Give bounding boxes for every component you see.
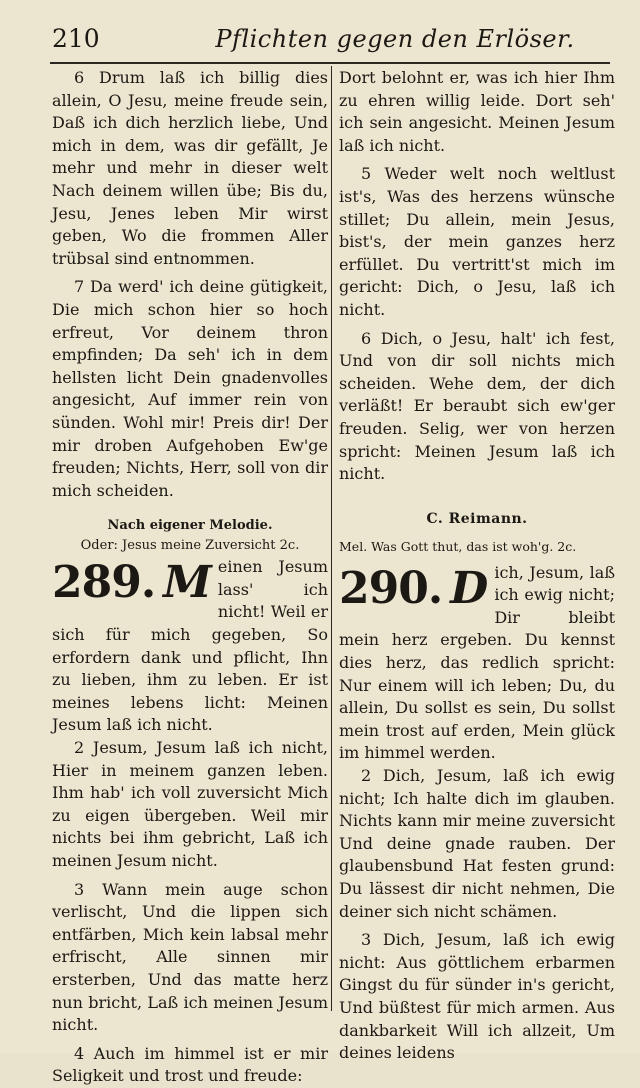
drop-cap: D (450, 562, 489, 614)
melody-note: Mel. Was Gott thut, das ist woh'g. 2c. (339, 538, 577, 554)
alternate-melody-note: Oder: Jesus meine Zuversicht 2c. (80, 538, 300, 554)
running-title: Pflichten gegen den Erlöser. (215, 25, 575, 53)
right-column (339, 67, 615, 1065)
melody-note: Nach eigener Melodie. (107, 518, 273, 534)
header-rule (50, 62, 610, 64)
verse-paragraph: 3 Dich, Jesum, laß ich ewig nicht: Aus göttlichem erbarmen Gingst du für sünder in's gericht, Und büßtest für mich armen. Aus dankbarkeit Will ich allzeit, Um deines leidens (339, 930, 615, 1063)
left-column (52, 67, 328, 1088)
column-divider (331, 66, 332, 1011)
verse-paragraph: Dort belohnt er, was ich hier Ihm zu ehren willig leide. Dort seh' ich sein angesicht. Meinen Jesum laß ich nicht. (339, 68, 615, 155)
hymn-290 (339, 562, 615, 765)
verse-paragraph: 2 Jesum, Jesum laß ich nicht, Hier in meinem ganzen leben. Ihm hab' ich voll zuversicht Mich zu eigen übergeben. Weil mir nichts bei ihm gebricht, Laß ich meinen Jesum nicht. (52, 738, 328, 870)
drop-cap: M (163, 557, 212, 609)
page-number: 210 (52, 24, 100, 53)
verse-paragraph: ich, Jesum, laß ich ewig nicht; Dir bleibt mein herz ergeben. Du kennst dies herz, das redlich spricht: Nur einem will ich leben; Du, du allein, Du sollst es sein, Du sollst mein trost auf erden, Mein glück im himmel werden. (339, 562, 615, 763)
verse-paragraph: 5 Weder welt noch weltlust ist's, Was des herzens wünsche stillet; Du allein, mein Jesus, bist's, der mein ganzes herz erfüllet. Du vertritt'st mich im gericht: Dich, o Jesu, laß ich nicht. (339, 164, 615, 319)
page-header (0, 0, 640, 62)
verse-paragraph: 6 Drum laß ich billig dies allein, O Jesu, meine freude sein, Daß ich dich herzlich liebe, Und mich in dem, was dir gefällt, Je mehr und mehr in dieser welt Nach deinem willen übe; Bis du, Jesu, Jenes leben Mir wirst geben, Wo die frommen Aller trübsal sind entnommen. (52, 68, 328, 268)
verse-paragraph: 3 Wann mein auge schon verlischt, Und die lippen sich entfärben, Mich kein labsal mehr erfrischt, Alle sinnen mir ersterben, Und das matte herz nun bricht, Laß ich meinen Jesum nicht. (52, 879, 328, 1035)
verse-paragraph: 4 Auch im himmel ist er mir Seligkeit und trost und freude: (52, 1043, 328, 1086)
hymn-number: 289. (52, 557, 156, 609)
verse-paragraph: 6 Dich, o Jesu, halt' ich fest, Und von dir soll nichts mich scheiden. Wehe dem, der dich verläßt! Er beraubt sich ew'ger freuden. Selig, wer von herzen spricht: Meinen Jesum laß ich nicht. (339, 328, 615, 484)
verse-paragraph: einen Jesum lass' ich nicht! Weil er sich für mich gegeben, So erfordern dank und pflicht, Ihn zu lieben, ihm zu leben. Er ist meines lebens licht: Meinen Jesum laß ich nicht. (52, 557, 328, 735)
hymn-289 (52, 556, 328, 737)
hymn-number: 290. (339, 562, 443, 614)
verse-paragraph: 2 Dich, Jesum, laß ich ewig nicht; Ich halte dich im glauben. Nichts kann mir meine zuversicht Und deine gnade rauben. Der glaubensbund Hat festen grund: Du lässest dir nicht nehmen, Die deiner sich nicht schämen. (339, 766, 615, 921)
verse-paragraph: 7 Da werd' ich deine gütigkeit, Die mich schon hier so hoch erfreut, Vor deinem thron empfinden; Da seh' ich in dem hellsten licht Dein gnadenvolles angesicht, Auf immer rein von sünden. Wohl mir! Preis dir! Der mir droben Aufgehoben Ew'ge freuden; Nichts, Herr, soll von dir mich scheiden. (52, 277, 328, 500)
author-credit: C. Reimann. (426, 510, 528, 527)
